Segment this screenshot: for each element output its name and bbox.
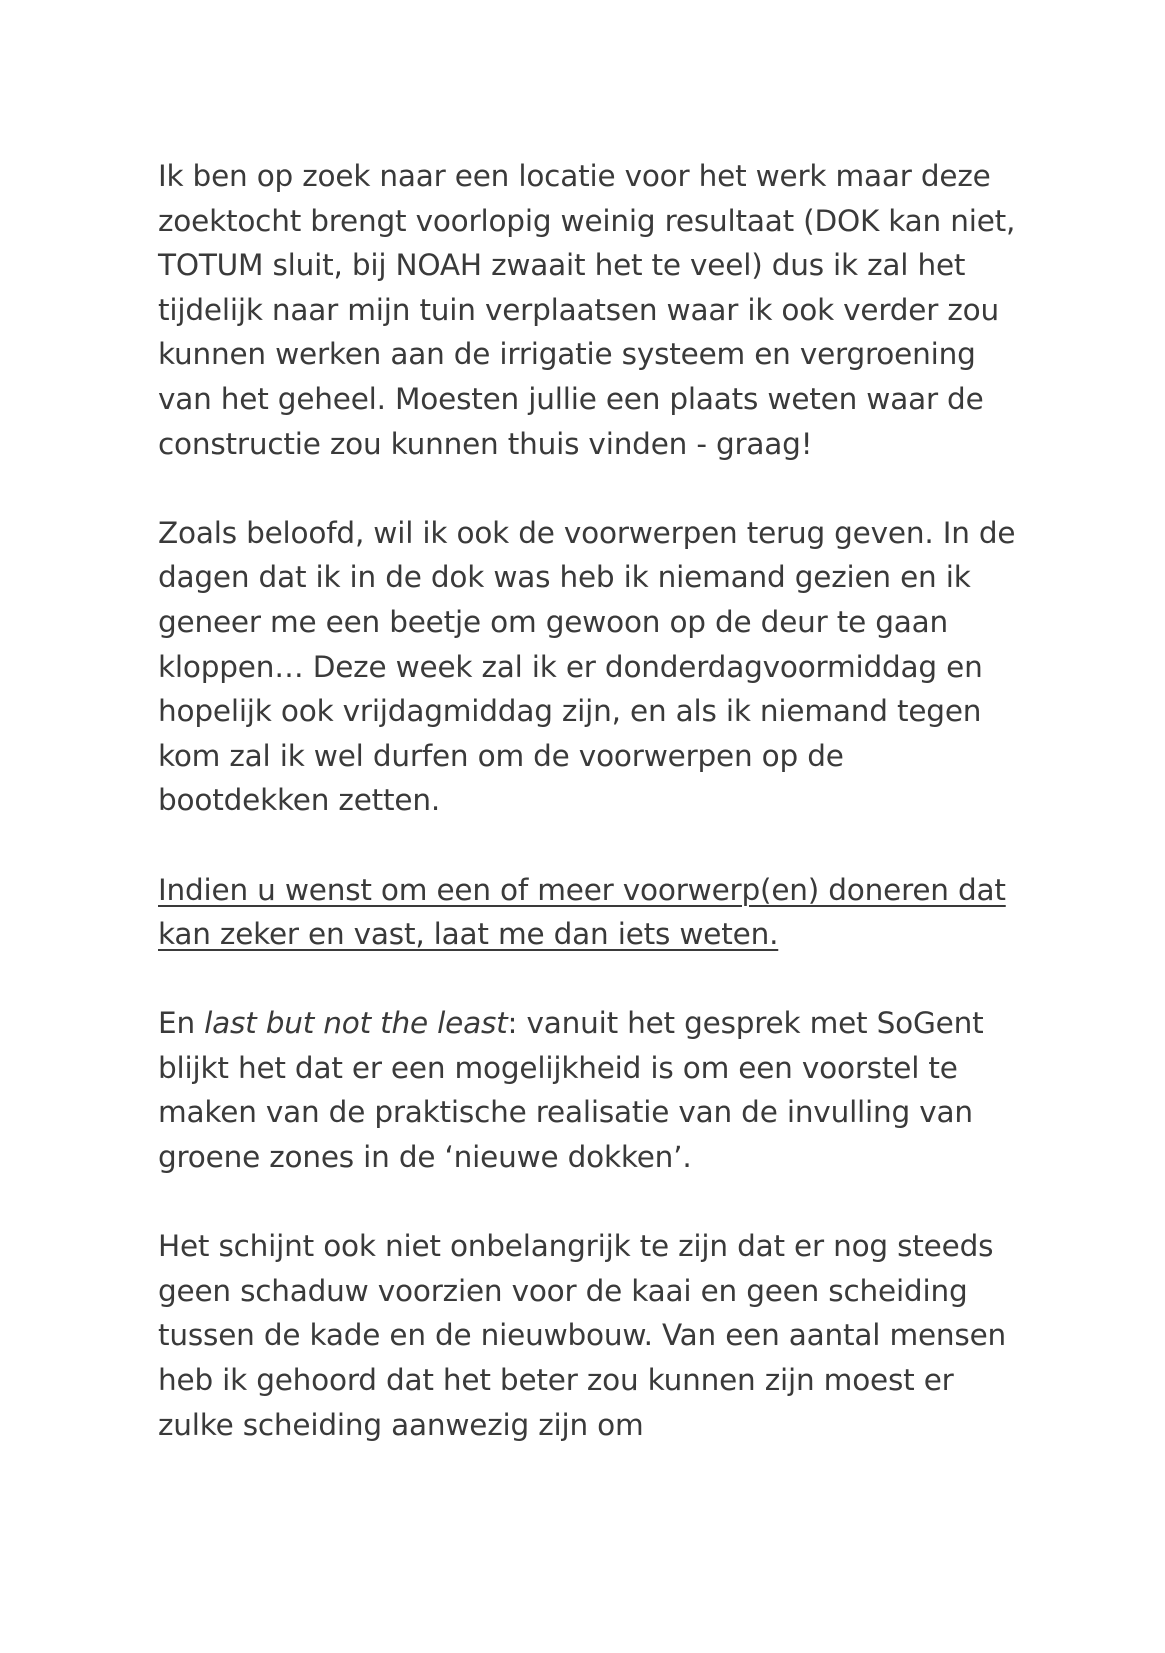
paragraph-sogent-proposal <box>158 1001 1018 1179</box>
paragraph-donation-note: Indien u wenst om een of meer voorwerp(en) doneren dat kan zeker en vast, laat me dan iets weten. <box>158 872 1006 952</box>
paragraph-sogent-suffix: : vanuit het gesprek met SoGent blijkt het dat er een mogelijkheid is om een voorstel te maken van de praktische realisatie van de invulling van groene zones in de ‘nieuwe dokken’. <box>158 1006 984 1175</box>
paragraph-shade-separation: Het schijnt ook niet onbelangrijk te zijn dat er nog steeds geen schaduw voorzien voor de kaai en geen scheiding tussen de kade en de nieuwbouw. Van een aantal mensen heb ik gehoord dat het beter zou kunnen zijn moest er zulke scheiding aanwezig zijn om <box>158 1229 1007 1442</box>
paragraph-location-search: Ik ben op zoek naar een locatie voor het werk maar deze zoektocht brengt voorlopig weinig resultaat (DOK kan niet, TOTUM sluit, bij NOAH zwaait het te veel) dus ik zal het tijdelijk naar mijn tuin verplaatsen waar ik ook verder zou kunnen werken aan de irrigatie systeem en vergroening van het geheel. Moesten jullie een plaats weten waar de constructie zou kunnen thuis vinden - graag! <box>158 159 1016 461</box>
paragraph-sogent-prefix: En <box>158 1006 205 1041</box>
paragraph-sogent-emphasis: last but not the least <box>204 1006 508 1041</box>
document-body <box>158 154 1018 1492</box>
paragraph-return-objects: Zoals beloofd, wil ik ook de voorwerpen terug geven. In de dagen dat ik in de dok was heb ik niemand gezien en ik geneer me een beetje om gewoon op de deur te gaan kloppen… Deze week zal ik er donderdagvoormiddag en hopelijk ook vrijdagmiddag zijn, en als ik niemand tegen kom zal ik wel durfen om de voorwerpen op de bootdekken zetten. <box>158 515 1016 818</box>
